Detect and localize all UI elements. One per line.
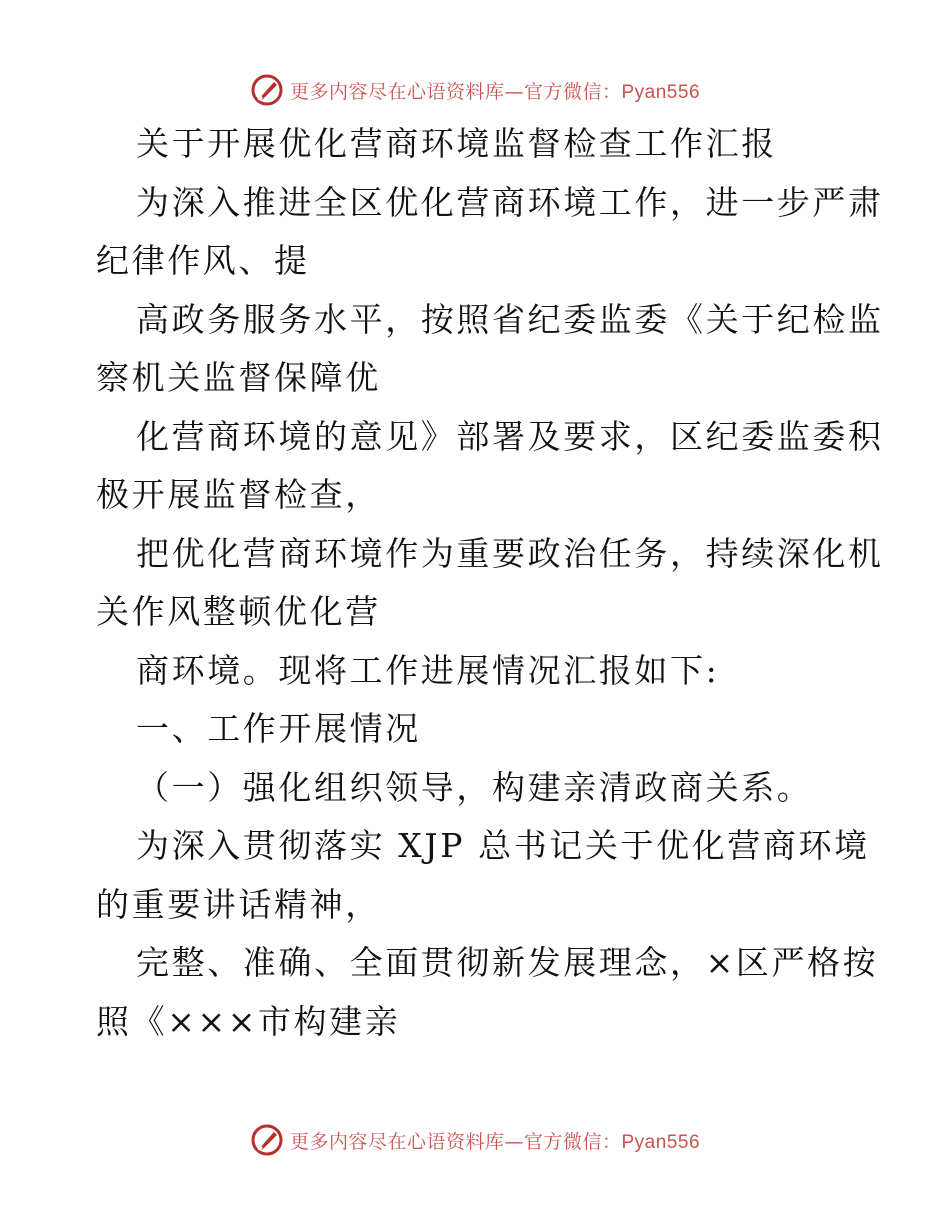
subsection-heading: （一）强化组织领导，构建亲清政商关系。 [136, 767, 813, 807]
header-watermark [0, 70, 950, 110]
document-body [96, 115, 884, 1051]
footer-watermark [0, 1120, 950, 1160]
paragraph-line: 的重要讲话精神， [96, 884, 381, 924]
paragraph-line: 高政务服务水平，按照省纪委监委《关于纪检监 [136, 299, 884, 339]
quill-logo-icon [250, 1123, 284, 1157]
section-heading: 一、工作开展情况 [136, 709, 421, 748]
quill-logo-icon [250, 73, 284, 107]
paragraph-line: 察机关监督保障优 [96, 358, 381, 397]
paragraph-line: 照《×××市构建亲 [96, 1001, 401, 1041]
paragraph-line: 商环境。现将工作进展情况汇报如下: [136, 650, 720, 690]
paragraph-line: 纪律作风、提 [96, 241, 310, 280]
document-title: 关于开展优化营商环境监督检查工作汇报 [136, 124, 777, 163]
paragraph-line: 为深入推进全区优化营商环境工作，进一步严肃 [136, 182, 884, 222]
watermark-text: 更多内容尽在心语资料库—官方微信：Pyan556 [289, 80, 701, 103]
paragraph-line: 化营商环境的意见》部署及要求，区纪委监委积 [136, 416, 884, 456]
paragraph-line: 关作风整顿优化营 [96, 592, 381, 631]
paragraph-line: 完整、准确、全面贯彻新发展理念，×区严格按 [136, 943, 879, 982]
paragraph-line: 极开展监督检查， [96, 475, 381, 514]
paragraph-line: 把优化营商环境作为重要政治任务，持续深化机 [136, 533, 884, 573]
paragraph-line: 为深入贯彻落实 XJP 总书记关于优化营商环境 [136, 826, 870, 865]
watermark-text: 更多内容尽在心语资料库—官方微信：Pyan556 [289, 1130, 701, 1153]
